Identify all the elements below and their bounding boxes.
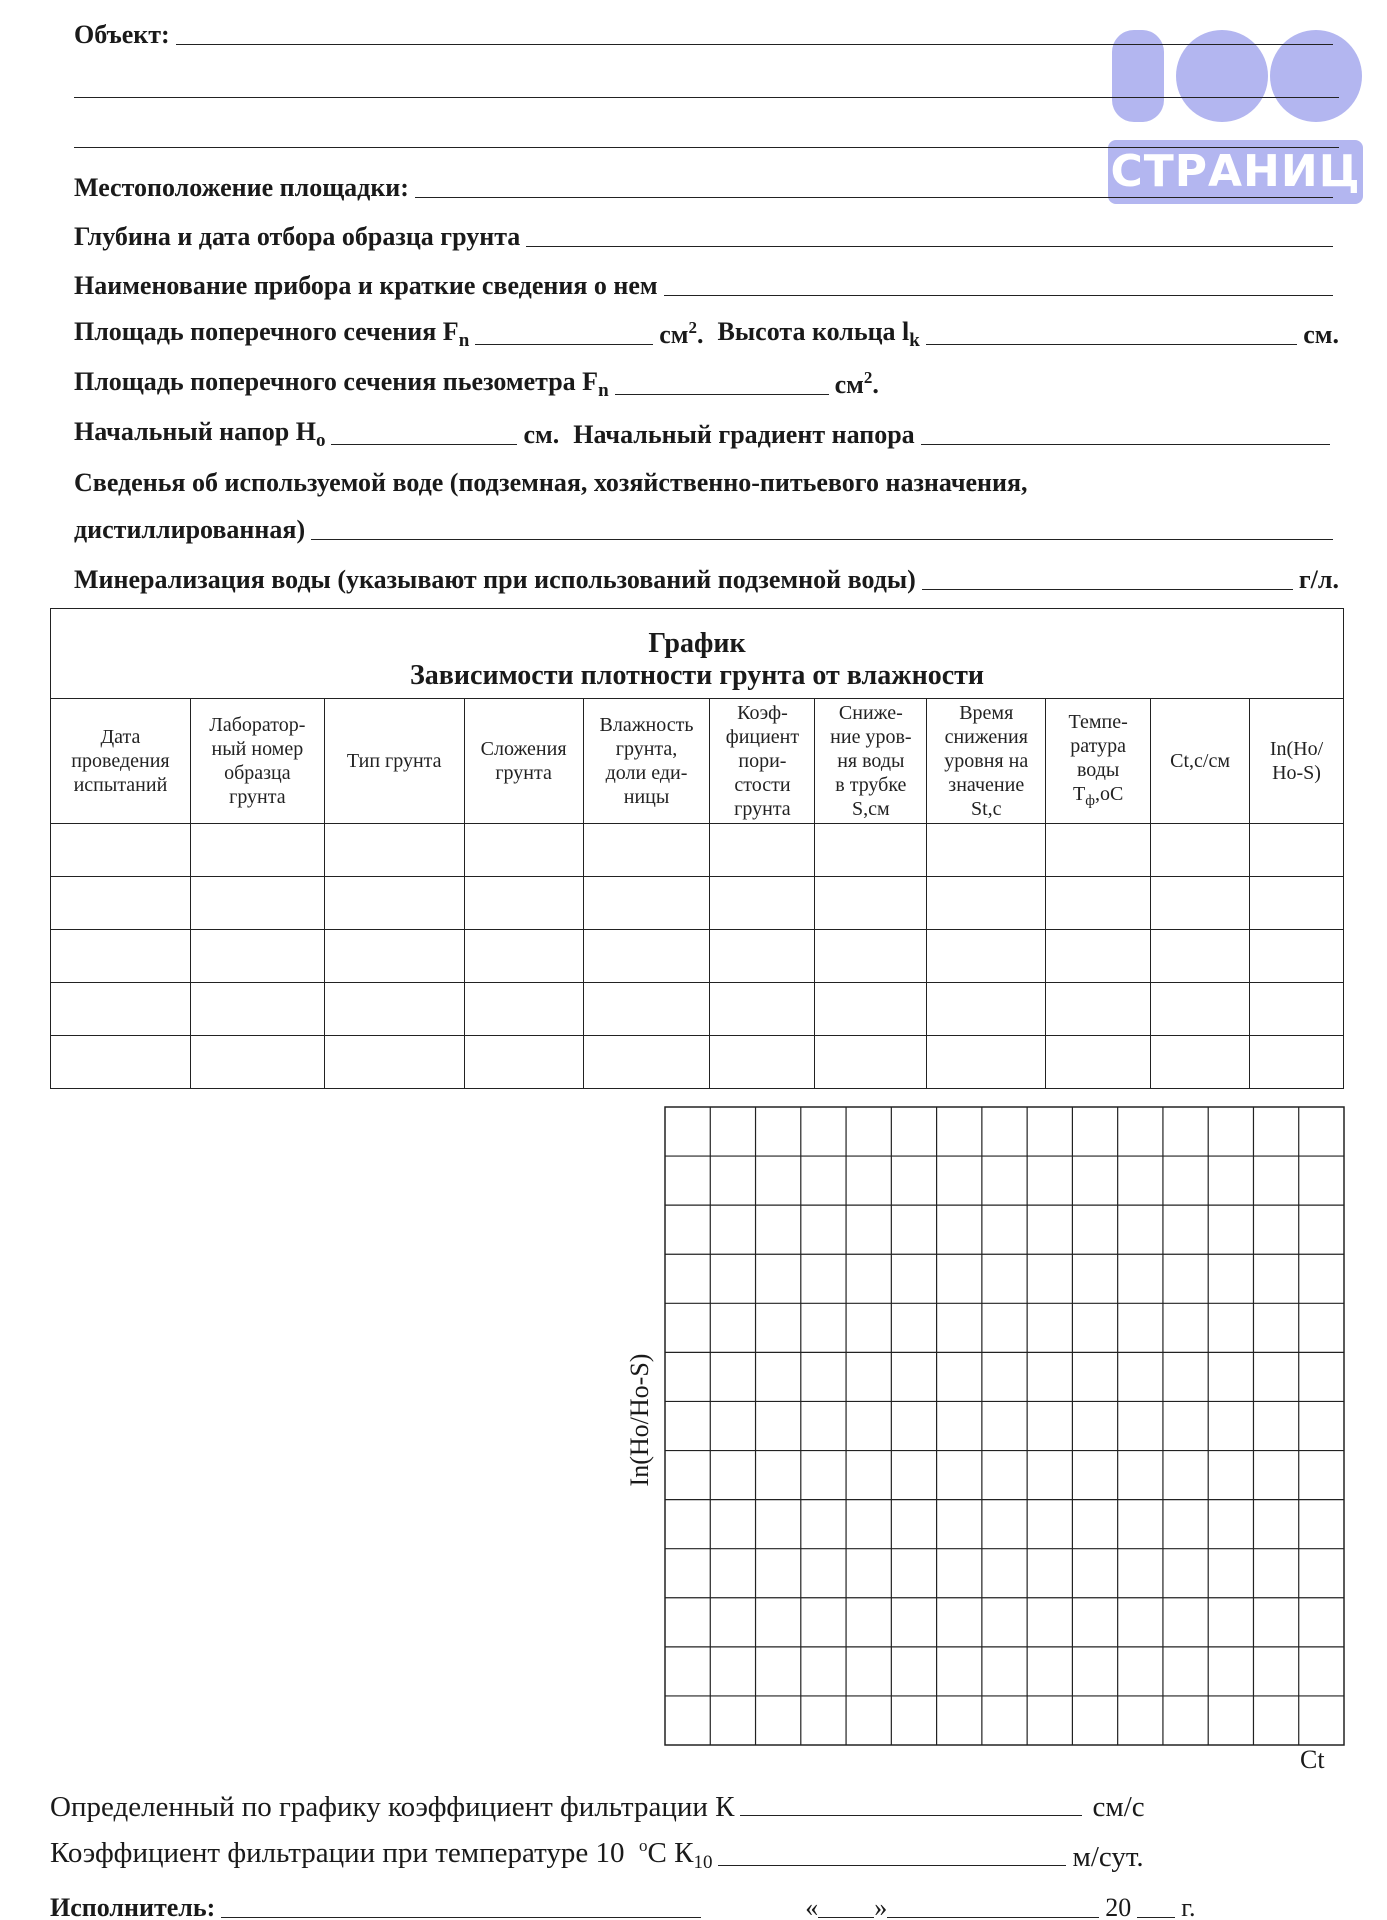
site-label: Местоположение площадки: — [74, 173, 409, 202]
table-cell[interactable] — [51, 930, 191, 983]
piezo-label: Площадь поперечного сечения пьезометра $F_n$ — [74, 367, 609, 401]
table-row — [51, 1036, 1344, 1089]
chart-y-axis-label: In(Ho/Ho-S) — [625, 1353, 654, 1487]
column-header-line: Темпе- — [1068, 710, 1128, 733]
device-input-line[interactable] — [664, 295, 1333, 296]
column-header-5 — [583, 699, 710, 824]
column-header-line: уровня на — [944, 750, 1029, 772]
column-header-line: ный номер — [211, 738, 304, 760]
column-header-line: грунта — [734, 798, 791, 820]
column-header-line: St,c — [970, 798, 1002, 820]
column-header-9 — [1046, 699, 1151, 824]
table-cell[interactable] — [51, 824, 191, 877]
table-cell[interactable] — [464, 824, 583, 877]
mineral-label: Минерализация воды (указывают при использований подземной воды) — [74, 565, 916, 594]
column-header-11 — [1250, 699, 1344, 824]
area-ring-field — [74, 310, 1339, 350]
table-cell[interactable] — [1151, 824, 1250, 877]
table-cell[interactable] — [1046, 824, 1151, 877]
table-row — [51, 930, 1344, 983]
table-cell[interactable] — [927, 824, 1046, 877]
table-cell[interactable] — [324, 983, 464, 1036]
piezo-field — [74, 360, 1339, 400]
column-header-line: воды — [1076, 758, 1120, 781]
depth-input-line[interactable] — [526, 246, 1333, 247]
table-cell[interactable] — [927, 983, 1046, 1036]
table-row — [51, 824, 1344, 877]
mineral-field — [74, 555, 1339, 595]
water-info-input-line[interactable] — [311, 539, 1333, 540]
table-cell[interactable] — [190, 983, 324, 1036]
piezo-unit: $см^2$. — [834, 368, 879, 399]
column-header-8 — [927, 699, 1046, 824]
column-header-line: доли еди- — [605, 762, 688, 784]
object-field — [74, 10, 1339, 50]
executor-field — [50, 1883, 1315, 1920]
column-header-line: Дата — [100, 726, 141, 748]
area-unit: $см^2$. — [659, 318, 704, 349]
column-header-line: Влажность — [599, 714, 694, 736]
table-cell[interactable] — [1046, 983, 1151, 1036]
site-field — [74, 163, 1339, 203]
table-cell[interactable] — [710, 930, 815, 983]
chart-grid — [600, 1100, 1350, 1790]
temperature-symbol: $Т_ф,оС$ — [1073, 782, 1124, 809]
column-header-line: пори- — [738, 750, 787, 772]
object-extra-line-1[interactable] — [74, 97, 1339, 98]
table-cell[interactable] — [464, 983, 583, 1036]
date-month-input-line[interactable] — [887, 1917, 1099, 1918]
table-cell[interactable] — [1046, 877, 1151, 930]
table-cell[interactable] — [1250, 983, 1344, 1036]
table-cell[interactable] — [324, 824, 464, 877]
table-cell[interactable] — [1250, 930, 1344, 983]
watermark-text: СТРАНИЦ — [1108, 140, 1363, 204]
table-cell[interactable] — [710, 983, 815, 1036]
table-cell[interactable] — [190, 930, 324, 983]
column-header-line: грунта — [229, 786, 286, 808]
ring-unit: см. — [1303, 320, 1339, 349]
date-close-quote: » — [874, 1893, 888, 1920]
gradient-input-line[interactable] — [921, 444, 1330, 445]
results-table — [50, 608, 1344, 1089]
column-header-line: грунта — [495, 762, 552, 784]
column-header-1 — [51, 699, 191, 824]
date-year-input-line[interactable] — [1137, 1917, 1175, 1918]
k-unit: см/с — [1092, 1791, 1145, 1823]
table-cell[interactable] — [815, 824, 927, 877]
mineral-input-line[interactable] — [922, 589, 1293, 590]
table-cell[interactable] — [324, 1036, 464, 1089]
executor-label: Исполнитель: — [50, 1893, 216, 1920]
area-label: Площадь поперечного сечения $F_n$ — [74, 317, 470, 351]
device-label: Наименование прибора и краткие сведения о нем — [74, 271, 658, 300]
column-header-line: Тип грунта — [346, 750, 442, 772]
table-cell[interactable] — [1151, 983, 1250, 1036]
column-header-line: ратура — [1070, 734, 1127, 757]
table-cell[interactable] — [927, 1036, 1046, 1089]
column-header-line: ние уров- — [830, 726, 912, 748]
column-header-line: в трубке — [835, 774, 907, 796]
table-cell[interactable] — [190, 1036, 324, 1089]
column-header-7 — [815, 699, 927, 824]
table-cell[interactable] — [190, 877, 324, 930]
object-input-line[interactable] — [176, 44, 1333, 45]
column-header-line: снижения — [944, 726, 1028, 748]
head-input-line[interactable] — [331, 444, 517, 445]
piezo-input-line[interactable] — [615, 394, 829, 395]
water-info-label-2: дистиллированная) — [74, 515, 306, 544]
column-header-line: проведения — [71, 750, 170, 772]
column-header-line: грунта, — [615, 738, 678, 760]
date-open-quote: « — [805, 1893, 819, 1920]
object-label: Объект: — [74, 20, 170, 49]
table-cell[interactable] — [1250, 1036, 1344, 1089]
column-header-line: образца — [224, 762, 291, 784]
head-unit: см. — [523, 420, 560, 449]
k-label: Определенный по графику коэффициент фильтрации К — [50, 1791, 735, 1823]
table-cell[interactable] — [815, 1036, 927, 1089]
table-cell[interactable] — [51, 877, 191, 930]
table-cell[interactable] — [1151, 930, 1250, 983]
date-year-prefix: 20 — [1105, 1893, 1132, 1920]
table-header-row — [51, 699, 1344, 824]
table-cell[interactable] — [1250, 877, 1344, 930]
k-field — [50, 1782, 1230, 1822]
mineral-unit: г/л. — [1298, 565, 1339, 594]
table-cell[interactable] — [51, 1036, 191, 1089]
table-cell[interactable] — [1250, 824, 1344, 877]
table-row — [51, 877, 1344, 930]
device-field — [74, 261, 1339, 301]
table-row — [51, 983, 1344, 1036]
table-cell[interactable] — [464, 930, 583, 983]
depth-label: Глубина и дата отбора образца грунта — [74, 222, 521, 251]
table-cell[interactable] — [710, 877, 815, 930]
column-header-line: Ho-S) — [1272, 762, 1321, 784]
table-cell[interactable] — [927, 877, 1046, 930]
table-cell[interactable] — [1151, 877, 1250, 930]
k10-field — [50, 1832, 1290, 1872]
k10-label: Коэффициент фильтрации при температуре 10 $^о$С $К_{10}$ — [50, 1836, 713, 1873]
column-header-line: Лаборатор- — [209, 714, 306, 736]
column-header-line: испытаний — [73, 774, 168, 796]
head-gradient-field — [74, 410, 1336, 450]
table-cell[interactable] — [710, 824, 815, 877]
table-cell[interactable] — [583, 1036, 710, 1089]
column-header-line: Время — [959, 702, 1014, 724]
column-header-line: стости — [734, 774, 791, 796]
k-input-line[interactable] — [740, 1815, 1082, 1816]
ring-label: Высота кольца $l_k$ — [717, 317, 920, 351]
site-input-line[interactable] — [415, 197, 1333, 198]
table-cell[interactable] — [464, 877, 583, 930]
water-info-line-2 — [74, 505, 1339, 545]
chart-x-axis-label: Ct — [1300, 1745, 1325, 1774]
depth-field — [74, 212, 1339, 252]
table-cell[interactable] — [583, 824, 710, 877]
table-title-line-2: Зависимости плотности грунта от влажности — [409, 659, 985, 691]
table-cell[interactable] — [190, 824, 324, 877]
table-title — [51, 609, 1344, 699]
area-input-line[interactable] — [475, 344, 653, 345]
k10-unit: м/сут. — [1072, 1841, 1144, 1873]
column-header-line: Сниже- — [838, 702, 903, 724]
table-cell[interactable] — [927, 930, 1046, 983]
executor-input-line[interactable] — [221, 1917, 701, 1918]
column-header-line: ня воды — [837, 750, 905, 772]
column-header-4 — [464, 699, 583, 824]
table-cell[interactable] — [583, 930, 710, 983]
table-cell[interactable] — [324, 930, 464, 983]
table-cell[interactable] — [464, 1036, 583, 1089]
chart-frame — [665, 1107, 1344, 1745]
column-header-10 — [1151, 699, 1250, 824]
table-cell[interactable] — [815, 930, 927, 983]
date-day-input-line[interactable] — [818, 1917, 874, 1918]
table-cell[interactable] — [51, 983, 191, 1036]
column-header-line: ницы — [623, 786, 670, 808]
object-extra-line-2[interactable] — [74, 147, 1339, 148]
table-cell[interactable] — [815, 877, 927, 930]
water-info-label-1: Сведенья об используемой воде (подземная, хозяйственно-питьевого назначения, — [74, 468, 1028, 497]
k10-input-line[interactable] — [718, 1865, 1066, 1866]
ring-input-line[interactable] — [926, 344, 1297, 345]
table-cell[interactable] — [710, 1036, 815, 1089]
column-header-line: фициент — [725, 726, 800, 748]
head-label: Начальный напор $H_o$ — [74, 417, 326, 451]
table-cell[interactable] — [583, 983, 710, 1036]
table-cell[interactable] — [1046, 1036, 1151, 1089]
column-header-line: S,см — [852, 798, 890, 820]
column-header-line: Сложения — [480, 738, 567, 760]
column-header-line: Ct,c/cм — [1170, 750, 1230, 772]
date-year-suffix: г. — [1181, 1893, 1196, 1920]
column-header-6 — [710, 699, 815, 824]
water-info-line-1 — [74, 458, 1339, 498]
gradient-label: Начальный градиент напора — [573, 420, 915, 449]
column-header-line: Коэф- — [737, 702, 788, 724]
table-cell[interactable] — [1151, 1036, 1250, 1089]
table-cell[interactable] — [1046, 930, 1151, 983]
column-header-line: In(Ho/ — [1269, 738, 1324, 760]
table-title-line-1: График — [648, 627, 746, 659]
table-cell[interactable] — [815, 983, 927, 1036]
table-cell[interactable] — [324, 877, 464, 930]
column-header-line: значение — [948, 774, 1025, 796]
column-header-3 — [324, 699, 464, 824]
column-header-2 — [190, 699, 324, 824]
table-cell[interactable] — [583, 877, 710, 930]
